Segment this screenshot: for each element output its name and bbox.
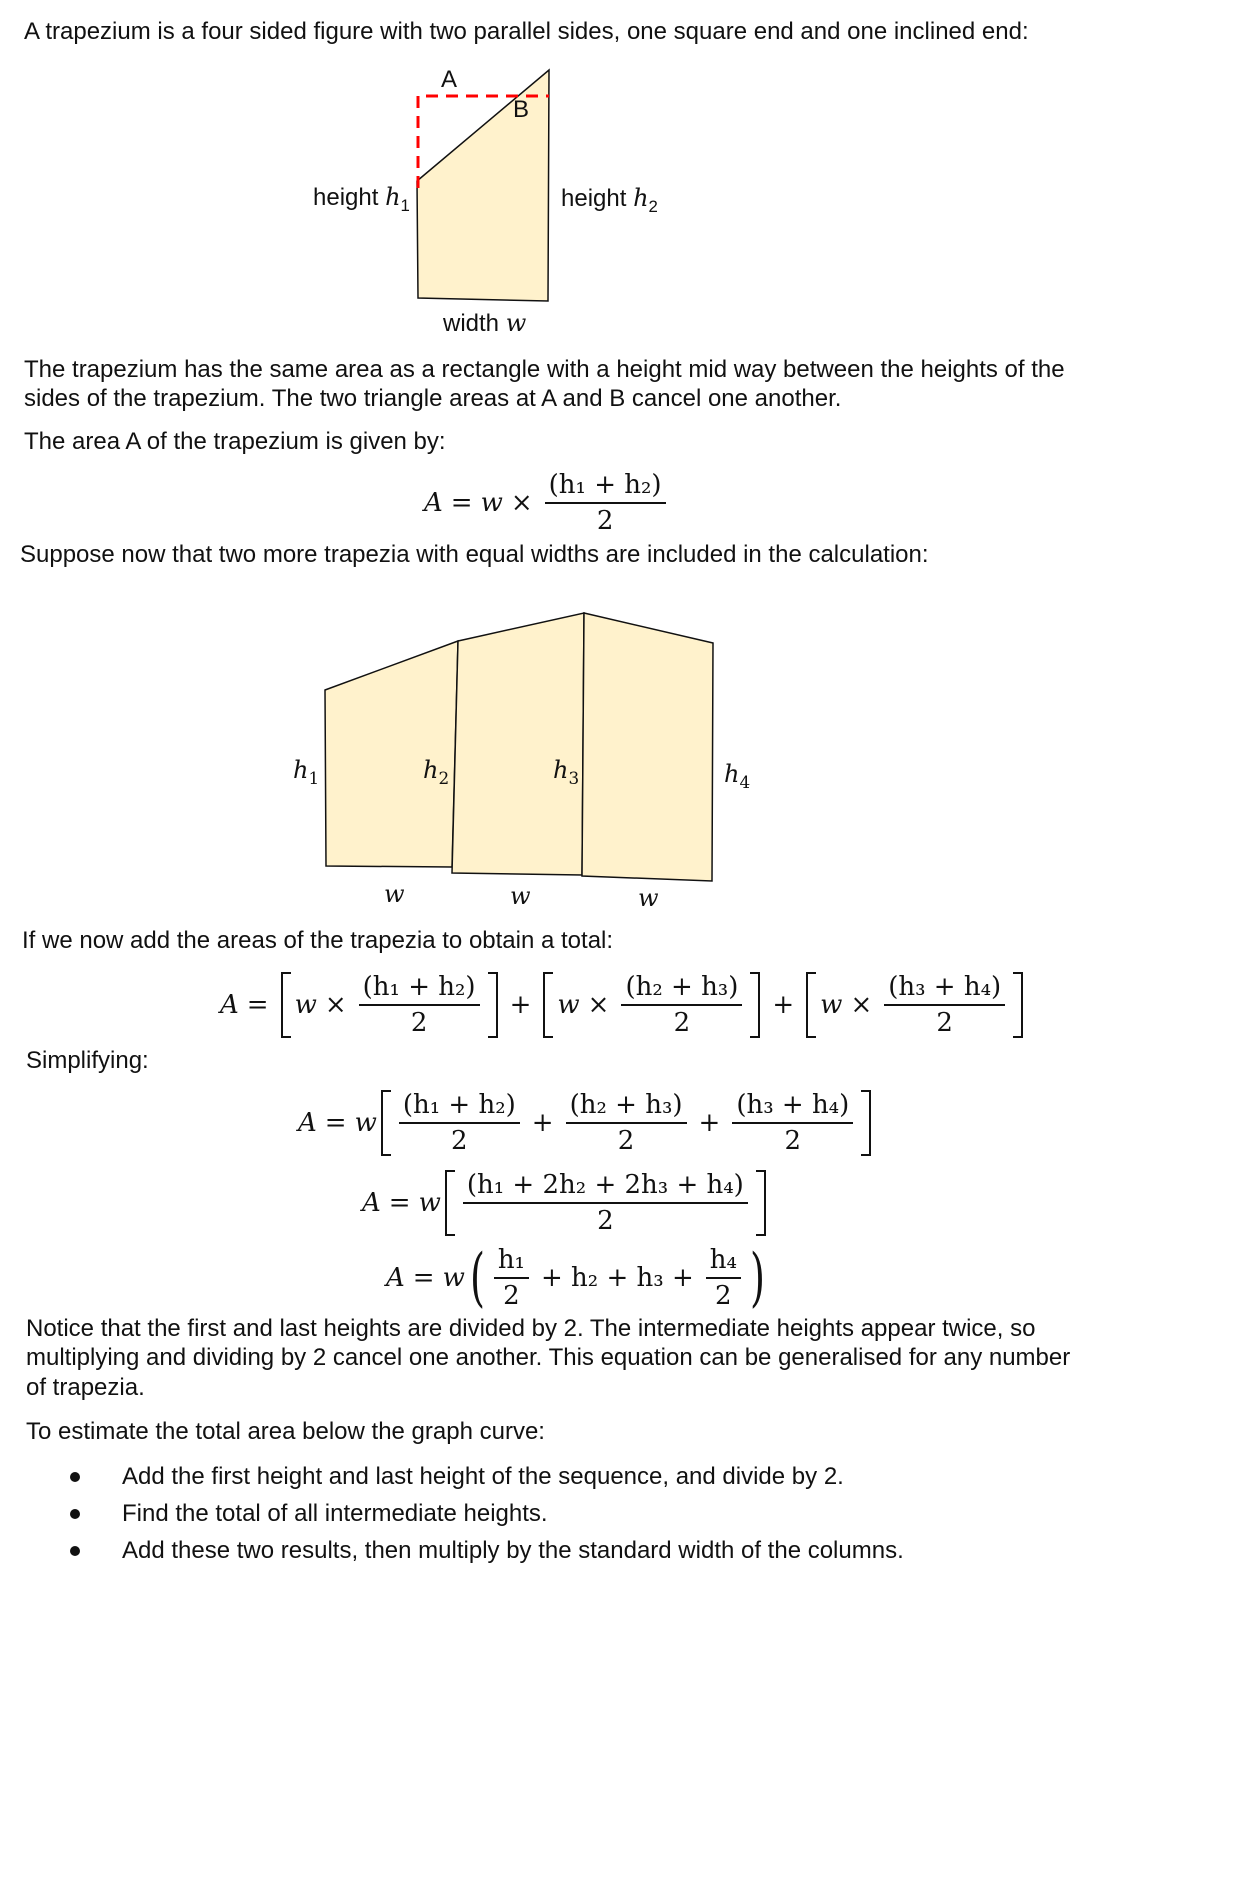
trapezium-2: [452, 613, 584, 875]
left-bracket: [381, 1090, 391, 1156]
eq-equals: =: [450, 488, 473, 518]
para7: To estimate the total area below the graph curve:: [26, 1418, 545, 1445]
para6-line3: of trapezia.: [26, 1374, 145, 1401]
eq-w: w: [820, 990, 843, 1020]
denominator: 2: [617, 1126, 635, 1156]
eq-times: ×: [324, 990, 347, 1020]
height-text: height: [313, 184, 386, 211]
eq-w: w: [418, 1188, 441, 1218]
para6-line1: Notice that the first and last heights are divided by 2. The intermediate heights appear twice, so: [26, 1315, 1036, 1342]
para2: The area A of the trapezium is given by:: [24, 428, 446, 455]
right-bracket: [756, 1170, 766, 1236]
left-bracket: [445, 1170, 455, 1236]
numerator: (h₁ + h₂): [359, 972, 480, 1006]
h-var: h: [724, 760, 740, 788]
right-bracket: [861, 1090, 871, 1156]
list-item: Find the total of all intermediate heights.: [24, 1495, 904, 1532]
eq-lhs: A: [298, 1108, 317, 1138]
list-item: Add the first height and last height of the sequence, and divide by 2.: [24, 1458, 904, 1495]
fraction: [732, 1090, 853, 1156]
denominator: 2: [597, 1206, 614, 1236]
fraction: [463, 1170, 748, 1236]
denominator: 2: [596, 506, 614, 536]
denominator: 2: [503, 1281, 520, 1311]
h-sub: 2: [438, 767, 450, 788]
height-h2-label: [561, 184, 658, 216]
left-bracket: [281, 972, 291, 1038]
eq-middle-terms: + h₂ + h₃ +: [540, 1263, 694, 1293]
eq-lhs: A: [362, 1188, 381, 1218]
numerator: (h₂ + h₃): [621, 972, 742, 1006]
numerator: (h₁ + h₂): [399, 1090, 520, 1124]
eq-plus: +: [772, 990, 795, 1020]
width-text: width: [443, 310, 506, 337]
height-h1-label: [313, 183, 410, 215]
h-var: h: [423, 756, 439, 784]
h-sub: 2: [648, 196, 658, 216]
denominator: 2: [715, 1281, 732, 1311]
h-var: h: [553, 756, 569, 784]
trapezium-1: [325, 641, 458, 867]
equation-single-area: [424, 470, 670, 536]
eq-times: ×: [587, 990, 610, 1020]
fraction: [884, 972, 1005, 1038]
fraction: [621, 972, 742, 1038]
denominator: 2: [936, 1008, 953, 1038]
fraction: [545, 470, 666, 536]
open-paren: (: [469, 1241, 485, 1315]
numerator: (h₂ + h₃): [566, 1090, 687, 1124]
numerator: (h₃ + h₄): [732, 1090, 853, 1124]
fraction: [706, 1245, 741, 1311]
w-label-3: w: [638, 884, 659, 912]
width-w-label: [443, 309, 526, 338]
close-paren: ): [749, 1241, 765, 1315]
equation-final: [386, 1241, 770, 1315]
eq-equals: =: [246, 990, 269, 1020]
eq-lhs: A: [220, 990, 239, 1020]
numerator: (h₁ + h₂): [545, 470, 666, 504]
eq-w: w: [294, 990, 317, 1020]
eq-equals: =: [324, 1108, 347, 1138]
eq-w: w: [442, 1263, 465, 1293]
height-text: height: [561, 185, 634, 212]
steps-list: [24, 1458, 904, 1569]
denominator: 2: [673, 1008, 691, 1038]
left-bracket: [543, 972, 553, 1038]
equation-combined: [362, 1170, 770, 1236]
eq-equals: =: [412, 1263, 435, 1293]
h-sub: 1: [308, 767, 320, 788]
trapezium-3: [582, 613, 713, 881]
h-sub: 3: [568, 767, 580, 788]
numerator: h₁: [494, 1245, 529, 1279]
denominator: 2: [410, 1008, 428, 1038]
numerator: (h₁ + 2h₂ + 2h₃ + h₄): [463, 1170, 748, 1204]
eq-times: ×: [850, 990, 873, 1020]
para3: Suppose now that two more trapezia with equal widths are included in the calculation:: [20, 541, 929, 568]
w-label-2: w: [510, 882, 531, 910]
para4: If we now add the areas of the trapezia to obtain a total:: [22, 927, 614, 954]
eq-times: ×: [510, 488, 533, 518]
fraction: [399, 1090, 520, 1156]
equation-factored: [298, 1090, 875, 1156]
label-a: A: [441, 66, 458, 93]
h-var: h: [385, 183, 401, 211]
h3-label: [553, 756, 580, 788]
h2-label: [423, 756, 450, 788]
numerator: (h₃ + h₄): [884, 972, 1005, 1006]
w-var: w: [505, 309, 527, 337]
intro-text: A trapezium is a four sided figure with two parallel sides, one square end and one inclined end:: [24, 18, 1029, 45]
label-b: B: [513, 96, 530, 123]
trapezium-shape: [417, 70, 549, 301]
eq-w: w: [354, 1108, 377, 1138]
fraction: [359, 972, 480, 1038]
numerator: h₄: [706, 1245, 741, 1279]
denominator: 2: [451, 1126, 468, 1156]
h-var: h: [293, 756, 309, 784]
para5: Simplifying:: [26, 1047, 149, 1074]
eq-w: w: [557, 990, 580, 1020]
list-item: Add these two results, then multiply by the standard width of the columns.: [24, 1532, 904, 1569]
h-sub: 4: [739, 771, 751, 792]
eq-lhs: A: [424, 488, 443, 518]
para1-line2: sides of the trapezium. The two triangle areas at A and B cancel one another.: [24, 385, 842, 412]
eq-plus: +: [531, 1108, 554, 1138]
eq-equals: =: [388, 1188, 411, 1218]
eq-w: w: [480, 488, 503, 518]
eq-plus: +: [509, 990, 532, 1020]
denominator: 2: [784, 1126, 802, 1156]
left-bracket: [806, 972, 816, 1038]
h4-label: [724, 760, 751, 792]
h-sub: 1: [400, 195, 410, 215]
right-bracket: [1013, 972, 1023, 1038]
three-trapezia-diagram: [0, 600, 1233, 900]
eq-plus: +: [698, 1108, 721, 1138]
eq-lhs: A: [386, 1263, 405, 1293]
fraction: [494, 1245, 529, 1311]
w-label-1: w: [384, 880, 405, 908]
para1-line1: The trapezium has the same area as a rectangle with a height mid way between the heights of the: [24, 356, 1065, 383]
para6-line2: multiplying and dividing by 2 cancel one another. This equation can be generalised for any number: [26, 1344, 1071, 1371]
h-var: h: [633, 184, 649, 212]
equation-sum-of-areas: [220, 972, 1027, 1038]
fraction: [566, 1090, 687, 1156]
right-bracket: [488, 972, 498, 1038]
right-bracket: [750, 972, 760, 1038]
h1-label: [293, 756, 320, 788]
